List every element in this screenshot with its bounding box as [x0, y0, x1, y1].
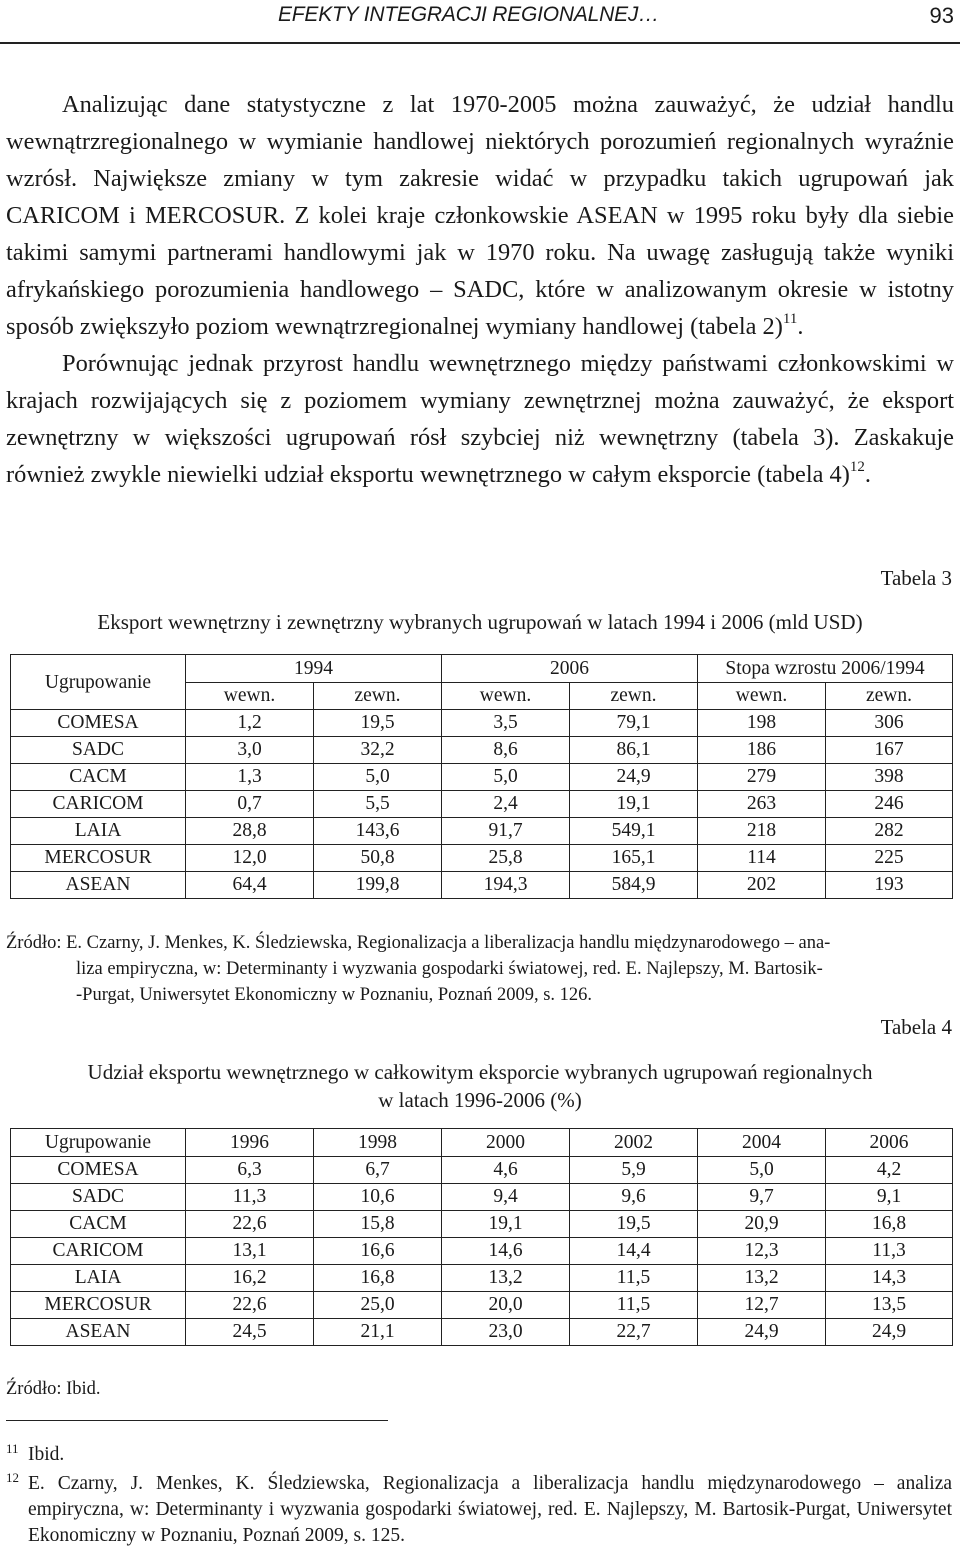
table4-row-label: COMESA [11, 1157, 186, 1184]
table3-cell: 5,5 [314, 791, 442, 818]
table3-cell: 24,9 [570, 764, 698, 791]
footnote-12 [6, 1471, 952, 1549]
table4-cell: 16,8 [826, 1211, 953, 1238]
table4-header-year: 1996 [186, 1129, 314, 1157]
table4-cell: 4,6 [442, 1157, 570, 1184]
table4-cell: 20,0 [442, 1292, 570, 1319]
table3-cell: 19,5 [314, 710, 442, 737]
table3-cell: 64,4 [186, 872, 314, 899]
table4-row [11, 1292, 953, 1319]
table4-cell: 21,1 [314, 1319, 442, 1346]
table3-subheader: zewn. [314, 683, 442, 710]
table3-row [11, 791, 953, 818]
table4-cell: 14,3 [826, 1265, 953, 1292]
table4-row [11, 1211, 953, 1238]
table4-cell: 9,7 [698, 1184, 826, 1211]
table4-cell: 12,7 [698, 1292, 826, 1319]
table3-row [11, 737, 953, 764]
table4-row [11, 1157, 953, 1184]
paragraph-2: Porównując jednak przyrost handlu wewnętrznego między państwami członkowskimi w krajach rozwijających się z poziomem wymiany zewnętrznej można zauważyć, że eksport zewnętrzny w większości ugrupowań rósł szybciej niż wewnętrzny (tabela 3). Zaskakuje również zwykle niewielki udział eksportu wewnętrznego w całym eksporcie (tabela 4)$^{12}$. [6, 350, 954, 488]
table3-row-label: ASEAN [11, 872, 186, 899]
table4-cell: 9,4 [442, 1184, 570, 1211]
table4-row [11, 1184, 953, 1211]
table3-body [11, 710, 953, 899]
table3-subheader: wewn. [698, 683, 826, 710]
footnote-text: Ibid. [28, 1444, 65, 1465]
table4-row-label: ASEAN [11, 1319, 186, 1346]
table4-row-label: CARICOM [11, 1238, 186, 1265]
table4-cell: 10,6 [314, 1184, 442, 1211]
table3-cell: 194,3 [442, 872, 570, 899]
table4-cell: 14,6 [442, 1238, 570, 1265]
table3-cell: 2,4 [442, 791, 570, 818]
table3-row-label: CARICOM [11, 791, 186, 818]
table3-cell: 263 [698, 791, 826, 818]
table4-cell: 20,9 [698, 1211, 826, 1238]
table3-row [11, 845, 953, 872]
footnote-text: E. Czarny, J. Menkes, K. Śledziewska, Regionalizacja a liberalizacja handlu międzynarodowego – analiza empiryczna, w: Determinanty i wyzwania gospodarki światowej, red. E. Najlepszy, M. Bartosik-Purgat, Uniwersytet Ekonomiczny w Poznaniu, Poznań 2009, s. 125. [28, 1473, 952, 1546]
table4-cell: 11,3 [186, 1184, 314, 1211]
page-number: 93 [929, 3, 954, 28]
table4-cell: 6,3 [186, 1157, 314, 1184]
table3-cell: 19,1 [570, 791, 698, 818]
table3-cell: 143,6 [314, 818, 442, 845]
table4-cell: 4,2 [826, 1157, 953, 1184]
table3-cell: 218 [698, 818, 826, 845]
table4-cell: 16,6 [314, 1238, 442, 1265]
table4-cell: 19,1 [442, 1211, 570, 1238]
table4-cell: 16,8 [314, 1265, 442, 1292]
footnote-ref-12[interactable]: 12 [849, 459, 865, 475]
table4-cell: 11,3 [826, 1238, 953, 1265]
table4-row-label: CACM [11, 1211, 186, 1238]
table4-cell: 22,6 [186, 1292, 314, 1319]
table3-cell: 0,7 [186, 791, 314, 818]
table4-label: Tabela 4 [880, 1015, 952, 1039]
table3-cell: 91,7 [442, 818, 570, 845]
table4-row [11, 1238, 953, 1265]
table3-row [11, 818, 953, 845]
table3-cell: 225 [826, 845, 953, 872]
table4-cell: 6,7 [314, 1157, 442, 1184]
table3-cell: 279 [698, 764, 826, 791]
table4-cell: 13,2 [442, 1265, 570, 1292]
table4-header-year: 2002 [570, 1129, 698, 1157]
table3-header-group: Ugrupowanie [11, 655, 186, 710]
table4-cell: 14,4 [570, 1238, 698, 1265]
table3-cell: 193 [826, 872, 953, 899]
table3-subheader: zewn. [826, 683, 953, 710]
table3-source: Źródło: E. Czarny, J. Menkes, K. Śledziewska, Regionalizacja a liberalizacja handlu międzynarodowego – ana- liza empiryczna, w: Determinanty i wyzwania gospodarki światowej, red. E. Najlepszy, M. Bartosik- -Purgat, Uniwersytet Ekonomiczny w Poznaniu, Poznań 2009, s. 126. [6, 933, 831, 1005]
table4-cell: 13,1 [186, 1238, 314, 1265]
table4-header-year: 2004 [698, 1129, 826, 1157]
table3-row-label: SADC [11, 737, 186, 764]
table3-cell: 86,1 [570, 737, 698, 764]
table3-subheader: wewn. [442, 683, 570, 710]
table3-cell: 398 [826, 764, 953, 791]
table4-cell: 22,7 [570, 1319, 698, 1346]
table4-body [11, 1157, 953, 1346]
table3-header-period: 2006 [442, 655, 698, 683]
table4-cell: 19,5 [570, 1211, 698, 1238]
table3-title: Eksport wewnętrzny i zewnętrzny wybranych ugrupowań w latach 1994 i 2006 (mld USD) [97, 610, 863, 634]
running-title: EFEKTY INTEGRACJI REGIONALNEJ… [278, 3, 660, 26]
table4-cell: 9,1 [826, 1184, 953, 1211]
table3-header-period: 1994 [186, 655, 442, 683]
table3-cell: 32,2 [314, 737, 442, 764]
table4-cell: 16,2 [186, 1265, 314, 1292]
table4-cell: 13,5 [826, 1292, 953, 1319]
table4-cell: 15,8 [314, 1211, 442, 1238]
table3-cell: 202 [698, 872, 826, 899]
table4-cell: 11,5 [570, 1292, 698, 1319]
footnote-11 [6, 1442, 952, 1468]
table3-row [11, 872, 953, 899]
table3-cell: 28,8 [186, 818, 314, 845]
table3-cell: 3,5 [442, 710, 570, 737]
table4-header-year: 2000 [442, 1129, 570, 1157]
table3-cell: 246 [826, 791, 953, 818]
table3-header-period: Stopa wzrostu 2006/1994 [698, 655, 953, 683]
table4-header-year: 1998 [314, 1129, 442, 1157]
table4-cell: 24,9 [698, 1319, 826, 1346]
table3-cell: 199,8 [314, 872, 442, 899]
table4-row [11, 1319, 953, 1346]
table3-row-label: MERCOSUR [11, 845, 186, 872]
table3-row [11, 764, 953, 791]
table4-cell: 9,6 [570, 1184, 698, 1211]
table4-source: Źródło: Ibid. [6, 1379, 101, 1399]
table3-row-label: LAIA [11, 818, 186, 845]
table3-cell: 3,0 [186, 737, 314, 764]
table3-subheader: zewn. [570, 683, 698, 710]
header-rule [0, 42, 960, 44]
table4-cell: 25,0 [314, 1292, 442, 1319]
table3-cell: 5,0 [314, 764, 442, 791]
footnote-number: 12 [6, 1470, 19, 1485]
table3-cell: 50,8 [314, 845, 442, 872]
table3-cell: 186 [698, 737, 826, 764]
table3-cell: 25,8 [442, 845, 570, 872]
running-header [0, 0, 960, 44]
table3-cell: 165,1 [570, 845, 698, 872]
table4-row-label: SADC [11, 1184, 186, 1211]
table3-cell: 549,1 [570, 818, 698, 845]
table4-row-label: MERCOSUR [11, 1292, 186, 1319]
table3-row [11, 710, 953, 737]
table3-label: Tabela 3 [880, 566, 952, 590]
paragraph-1: Analizując dane statystyczne z lat 1970-2005 można zauważyć, że udział handlu wewnątrzregionalnego w wymianie handlowej niektórych porozumień regionalnych wyraźnie wzrósł. Największe zmiany w tym zakresie widać w przypadku takich ugrupowań jak CARICOM i MERCOSUR. Z kolei kraje członkowskie ASEAN w 1995 roku były dla siebie takimi samymi partnerami handlowymi jak w 1970 roku. Na uwagę zasługują także wyniki afrykańskiego porozumienia handlowego – SADC, które w analizowanym okresie w istotny sposób zwiększyło poziom wewnątrzregionalnej wymiany handlowej (tabela 2)$^{11}$. [6, 91, 954, 340]
table3-cell: 8,6 [442, 737, 570, 764]
table3-subheader: wewn. [186, 683, 314, 710]
body-text [6, 86, 954, 493]
table3-cell: 12,0 [186, 845, 314, 872]
table4-row [11, 1265, 953, 1292]
table3-cell: 198 [698, 710, 826, 737]
table4-cell: 11,5 [570, 1265, 698, 1292]
table3-row-label: COMESA [11, 710, 186, 737]
table3-cell: 5,0 [442, 764, 570, 791]
table4-cell: 13,2 [698, 1265, 826, 1292]
table3-cell: 1,2 [186, 710, 314, 737]
footnote-rule [6, 1420, 388, 1421]
table4 [10, 1128, 953, 1346]
table3-cell: 282 [826, 818, 953, 845]
table3-cell: 167 [826, 737, 953, 764]
footnote-ref-11[interactable]: 11 [782, 311, 798, 327]
table3-cell: 1,3 [186, 764, 314, 791]
table4-cell: 12,3 [698, 1238, 826, 1265]
table4-row-label: LAIA [11, 1265, 186, 1292]
table3-cell: 114 [698, 845, 826, 872]
table3-cell: 79,1 [570, 710, 698, 737]
footnote-number: 11 [6, 1441, 19, 1456]
table3-row-label: CACM [11, 764, 186, 791]
table4-cell: 24,9 [826, 1319, 953, 1346]
table4-cell: 5,0 [698, 1157, 826, 1184]
table4-cell: 22,6 [186, 1211, 314, 1238]
table4-header-year: 2006 [826, 1129, 953, 1157]
table4-title: Udział eksportu wewnętrznego w całkowitym eksporcie wybranych ugrupowań regionalnych w latach 1996-2006 (%) [87, 1060, 873, 1112]
table3 [10, 654, 953, 899]
table4-header-group: Ugrupowanie [11, 1129, 186, 1157]
table3-cell: 306 [826, 710, 953, 737]
table4-cell: 23,0 [442, 1319, 570, 1346]
table3-cell: 584,9 [570, 872, 698, 899]
table4-cell: 5,9 [570, 1157, 698, 1184]
table4-cell: 24,5 [186, 1319, 314, 1346]
